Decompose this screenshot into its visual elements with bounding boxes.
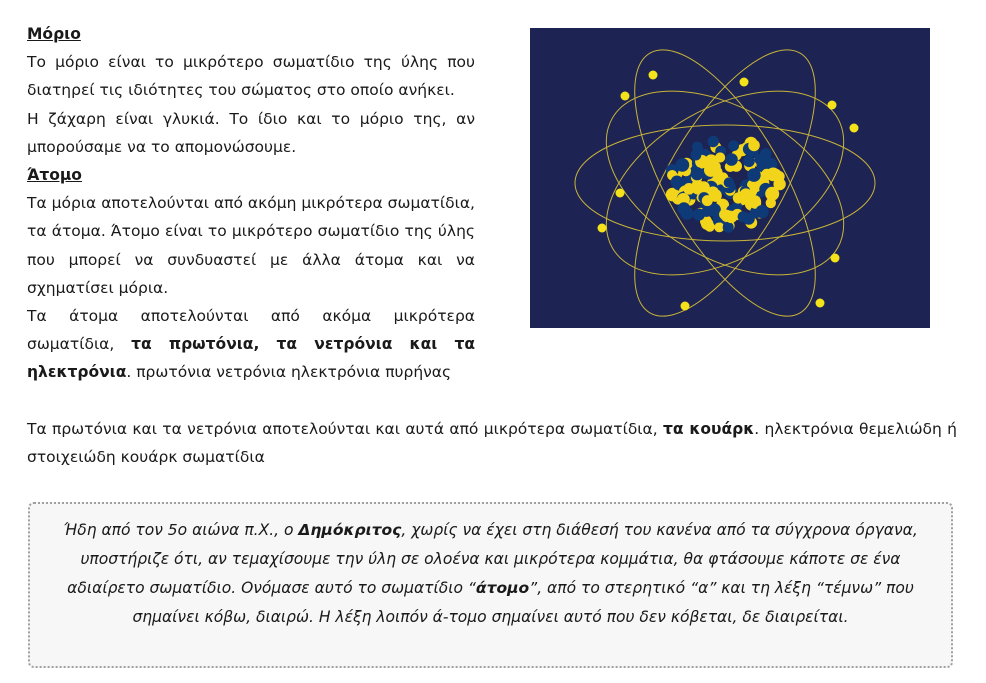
electron — [621, 92, 630, 101]
quote-part-2: , χωρίς να έχει στη διάθεσή του κανένα από τα σύγχρονα όργανα, υποστήριζε ότι, αν τεμαχίσουμε την ύλη σε ολοένα και μικρότερα κομμάτια, θα φτάσουμε κάποτε σε ένα αδιαίρετο σωματίδιο. Ονόμασε αυτό το σωματίδιο “ — [67, 521, 918, 597]
nucleon — [743, 213, 755, 225]
quote-part-3: ”, από το στερητικό “α” και τη λέξη “τέμνω” που σημαίνει κόβω, διαιρώ. Η λέξη λοιπόν ά-τομο σημαίνει αυτό που δεν κόβεται, δε διαιρείται. — [132, 579, 914, 626]
democritus-quote-box — [28, 502, 953, 668]
nucleon — [743, 156, 755, 168]
molecule-paragraph-2: Η ζάχαρη είναι γλυκιά. Το ίδιο και το μόριο της, αν μπορούσαμε να το απομονώσουμε. — [27, 109, 475, 156]
molecule-heading: Μόριο — [27, 25, 81, 43]
quarks-post: . ηλεκτρόνια θεμελιώδη ή στοιχειώδη κουάρκ σωματίδια — [27, 420, 957, 467]
atom-paragraph-2 — [27, 302, 475, 387]
nucleon — [709, 189, 722, 202]
atom-heading: Άτομο — [27, 166, 82, 185]
nucleon — [774, 171, 785, 182]
nucleon — [683, 183, 695, 195]
electron — [681, 302, 690, 311]
nucleon — [748, 140, 760, 152]
electron — [598, 224, 607, 233]
nucleon — [701, 207, 711, 217]
nucleon — [756, 205, 769, 218]
nucleon — [705, 222, 715, 232]
nucleon — [671, 176, 683, 188]
nucleon — [747, 168, 761, 182]
quarks-pre: Τα πρωτόνια και τα νετρόνια αποτελούνται και αυτά από μικρότερα σωματίδια, — [27, 420, 663, 438]
quote-atom-bold: άτομο — [475, 579, 530, 597]
nucleon — [728, 140, 739, 151]
nucleon — [704, 163, 718, 177]
nucleon — [708, 136, 719, 147]
atom-p2-tail: . πρωτόνια νετρόνια ηλεκτρόνια πυρήνας — [126, 363, 452, 382]
nucleon — [677, 202, 690, 215]
nucleon — [691, 150, 702, 161]
quarks-bold: τα κουάρκ — [663, 420, 755, 438]
electron — [816, 299, 825, 308]
electron — [831, 254, 840, 263]
molecule-paragraph-1: Το μόριο είναι το μικρότερο σωματίδιο της ύλης που διατηρεί τις ιδιότητες του σώματος στο οποίο ανήκει. — [27, 53, 475, 100]
nucleon — [720, 210, 730, 220]
nucleon — [724, 177, 734, 187]
quarks-paragraph — [27, 415, 957, 471]
nucleon — [691, 167, 704, 180]
particles-bold: τα πρωτόνια, τα νετρόνια και τα ηλεκτρόνια — [27, 335, 476, 382]
nucleon — [739, 188, 752, 201]
nucleon — [676, 158, 690, 172]
nucleon — [765, 187, 779, 201]
nucleus-group — [666, 136, 786, 233]
quarks-text — [27, 415, 957, 471]
left-text-column — [27, 20, 475, 387]
quote-democritus-bold: Δημόκριτος — [298, 521, 402, 539]
quote-part-1: Ήδη από τον 5ο αιώνα π.Χ., ο — [63, 521, 299, 539]
atom-illustration — [530, 28, 930, 328]
atom-paragraph-1: Τα μόρια αποτελούνται από ακόμη μικρότερα σωματίδια, τα άτομα. Άτομο είναι το μικρότερο σωματίδιο της ύλης που μπορεί να συνδυαστεί με άλλα άτομα και να σχηματίσει μόρια. — [27, 194, 475, 297]
nucleon — [725, 153, 738, 166]
atom-p2-text: Τα άτομα αποτελούνται από ακόμα μικρότερα σωματίδια, — [27, 307, 475, 354]
electron — [850, 124, 859, 133]
electron — [828, 101, 837, 110]
electron — [649, 71, 658, 80]
nucleon — [754, 154, 765, 165]
atom-svg — [530, 28, 930, 328]
electron — [740, 78, 749, 87]
nucleon — [723, 222, 734, 233]
electron — [616, 189, 625, 198]
quote-text — [54, 516, 927, 632]
